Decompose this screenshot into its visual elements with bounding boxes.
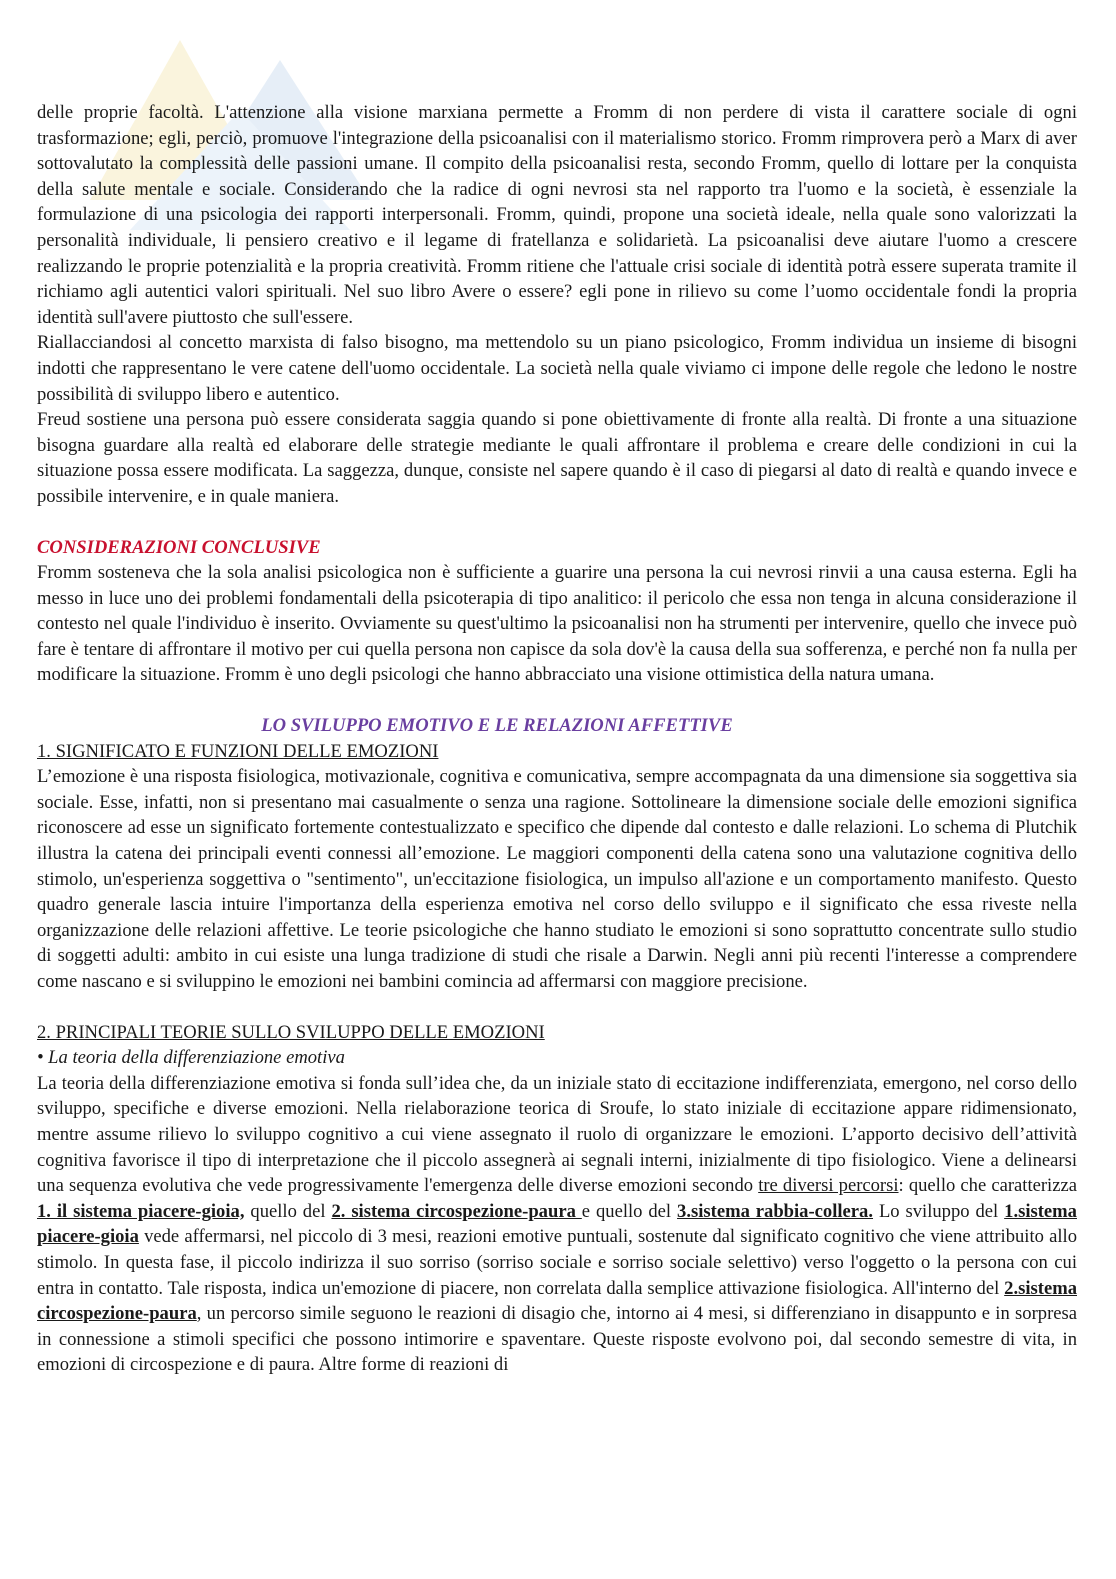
paragraph: delle proprie facoltà. L'attenzione alla visione marxiana permette a Fromm di non perdere di vista il carattere sociale di ogni trasformazione; egli, perciò, promuove l'integrazione della psicoanalisi con il materialismo storico. Fromm rimprovera però a Marx di aver sottovalutato la complessità delle passioni umane. Il compito della psicoanalisi resta, secondo Fromm, quello di lottare per la conquista della salute mentale e sociale. Considerando che la radice di ogni nevrosi sta nel rapporto tra l'uomo e la società, è essenziale la formulazione di una psicologia dei rapporti interpersonali. Fromm, quindi, propone una società ideale, nella quale sono valorizzati la personalità individuale, li pensiero creativo e il legame di fratellanza e solidarietà. La psicoanalisi deve aiutare l'uomo a crescere realizzando le proprie potenzialità e la propria creatività. Fromm ritiene che l'attuale crisi sociale di identità potrà essere superata tramite il richiamo agli autentici valori spirituali. Nel suo libro Avere o essere? egli pone in rilievo su come l’uomo occidentale fondi la propria identità sull'avere piuttosto che sull'essere. [37, 102, 1077, 328]
text-run: La teoria della differenziazione emotiva si fonda sull’idea che, da un iniziale stato di eccitazione indifferenziata, emergono, nel corso dello sviluppo, specifiche e diverse emozioni. Nella rielaborazione teorica di Sroufe, lo stato iniziale di eccitazione appare ridimensionato, mentre assume rilievo lo sviluppo cognitivo a cui viene assegnato il ruolo di organizzare le emozioni. L’apporto decisivo dell’attività cognitiva favorisce il tipo di interpretazione che il piccolo assegnerà ai segnali interni, inizialmente di tipo fisiologico. Viene a delinearsi una sequenza evolutiva che vede progressivamente l'emergenza delle diverse emozioni secondo [37, 1072, 1077, 1197]
bold-term: 1. il sistema piacere-gioia, [37, 1200, 245, 1222]
section-heading-conclusive: CONSIDERAZIONI CONCLUSIVE [37, 536, 321, 558]
text-run: : quello che caratterizza [898, 1175, 1077, 1197]
document-page [37, 100, 1077, 1378]
text-run: , un percorso simile seguono le reazioni di disagio che, intorno ai 4 mesi, si differenziano in disappunto e in sorpresa in connessione a stimoli specifici che possono intimorire e spaventare. Queste risposte evolvono poi, dal secondo semestre di vita, in emozioni di circospezione e di paura. Altre forme di reazioni di [37, 1303, 1077, 1376]
paragraph: L’emozione è una risposta fisiologica, motivazionale, cognitiva e comunicativa, sempre accompagnata da una dimensione sia soggettiva sia sociale. Esse, infatti, non si presentano mai casualmente o senza una ragione. Sottolineare la dimensione sociale delle emozioni significa riconoscere ad esse un significato fortemente contestualizzato e specifico che dipende dal contesto e dalle relazioni. Lo schema di Plutchik illustra la catena dei principali eventi connessi all’emozione. Le maggiori componenti della catena sono una valutazione cognitiva dello stimolo, un'esperienza soggettiva o "sentimento", un'eccitazione fisiologica, un impulso all'azione e un comportamento manifesto. Questo quadro generale lascia intuire l'importanza della esperienza emotiva nel corso dello sviluppo e il significato che essa riveste nella organizzazione delle relazioni affettive. Le teorie psicologiche che hanno studiato le emozioni si sono soprattutto concentrate sullo studio di soggetti adulti: ambito in cui esiste una lunga tradizione di studi che risale a Darwin. Negli anni più recenti l'interesse a comprendere come nascano e si sviluppino le emozioni nei bambini comincia ad affermarsi con maggiore precisione. [37, 766, 1077, 992]
bold-term: 3.sistema rabbia-collera. [677, 1200, 874, 1222]
text-run: vede affermarsi, nel piccolo di 3 mesi, reazioni emotive puntuali, sostenute dal significato cognitivo che viene attribuito allo stimolo. In questa fase, il piccolo indirizza il suo sorriso (sorriso sociale e sorriso sociale selettivo) verso l'oggetto o la persona con cui entra in contatto. Tale risposta, indica un'emozione di piacere, non correlata dalla semplice attivazione fisiologica. All'interno del [37, 1226, 1077, 1299]
subsection-heading: • La teoria della differenziazione emotiva [37, 1047, 345, 1069]
paragraph: Riallacciandosi al concetto marxista di falso bisogno, ma mettendolo su un piano psicologico, Fromm individua un insieme di bisogni indotti che rappresentano le vere catene dell'uomo occidentale. La società nella quale viviamo ci impone delle regole che ledono le nostre possibilità di sviluppo libero e autentico. [37, 332, 1077, 405]
chapter-title: LO SVILUPPO EMOTIVO E LE RELAZIONI AFFETTIVE [261, 715, 733, 737]
section-heading-1: 1. SIGNIFICATO E FUNZIONI DELLE EMOZIONI [37, 740, 439, 762]
bold-term: 2.sistema circospezione-paura [37, 1277, 1077, 1325]
paragraph: Fromm sosteneva che la sola analisi psicologica non è sufficiente a guarire una persona la cui nevrosi rinvii a una causa esterna. Egli ha messo in luce uno dei problemi fondamentali della psicoterapia di tipo analitico: il pericolo che essa non tenga in alcuna considerazione il contesto nel quale l'individuo è inserito. Ovviamente su quest'ultimo la psicoanalisi non ha strumenti per intervenire, quello che invece può fare è tentare di affrontare il motivo per cui quella persona non capisce da sola dov'è la causa della sua sofferenza, e perché non fa nulla per modificare la situazione. Fromm è uno degli psicologi che hanno abbracciato una visione ottimistica della natura umana. [37, 562, 1077, 686]
text-run: quello del [244, 1200, 326, 1222]
bold-term: 1.sistema piacere-gioia [37, 1200, 1077, 1248]
underlined-phrase: tre diversi percorsi [758, 1175, 899, 1197]
paragraph [37, 1071, 1077, 1378]
text-run: Lo sviluppo del [873, 1200, 1005, 1222]
text-run: e quello del [581, 1200, 672, 1222]
bold-term: 2. sistema circospezione-paura [331, 1200, 582, 1222]
paragraph: Freud sostiene una persona può essere considerata saggia quando si pone obiettivamente di fronte alla realtà. Di fronte a una situazione bisogna guardare alla realtà ed elaborare delle strategie mediante le quali affrontare il problema e creare delle condizioni in cui la situazione possa essere modificata. La saggezza, dunque, consiste nel sapere quando è il caso di piegarsi al dato di realtà e quando invece e possibile intervenire, e in quale maniera. [37, 409, 1077, 507]
section-heading-2: 2. PRINCIPALI TEORIE SULLO SVILUPPO DELLE EMOZIONI [37, 1021, 545, 1043]
